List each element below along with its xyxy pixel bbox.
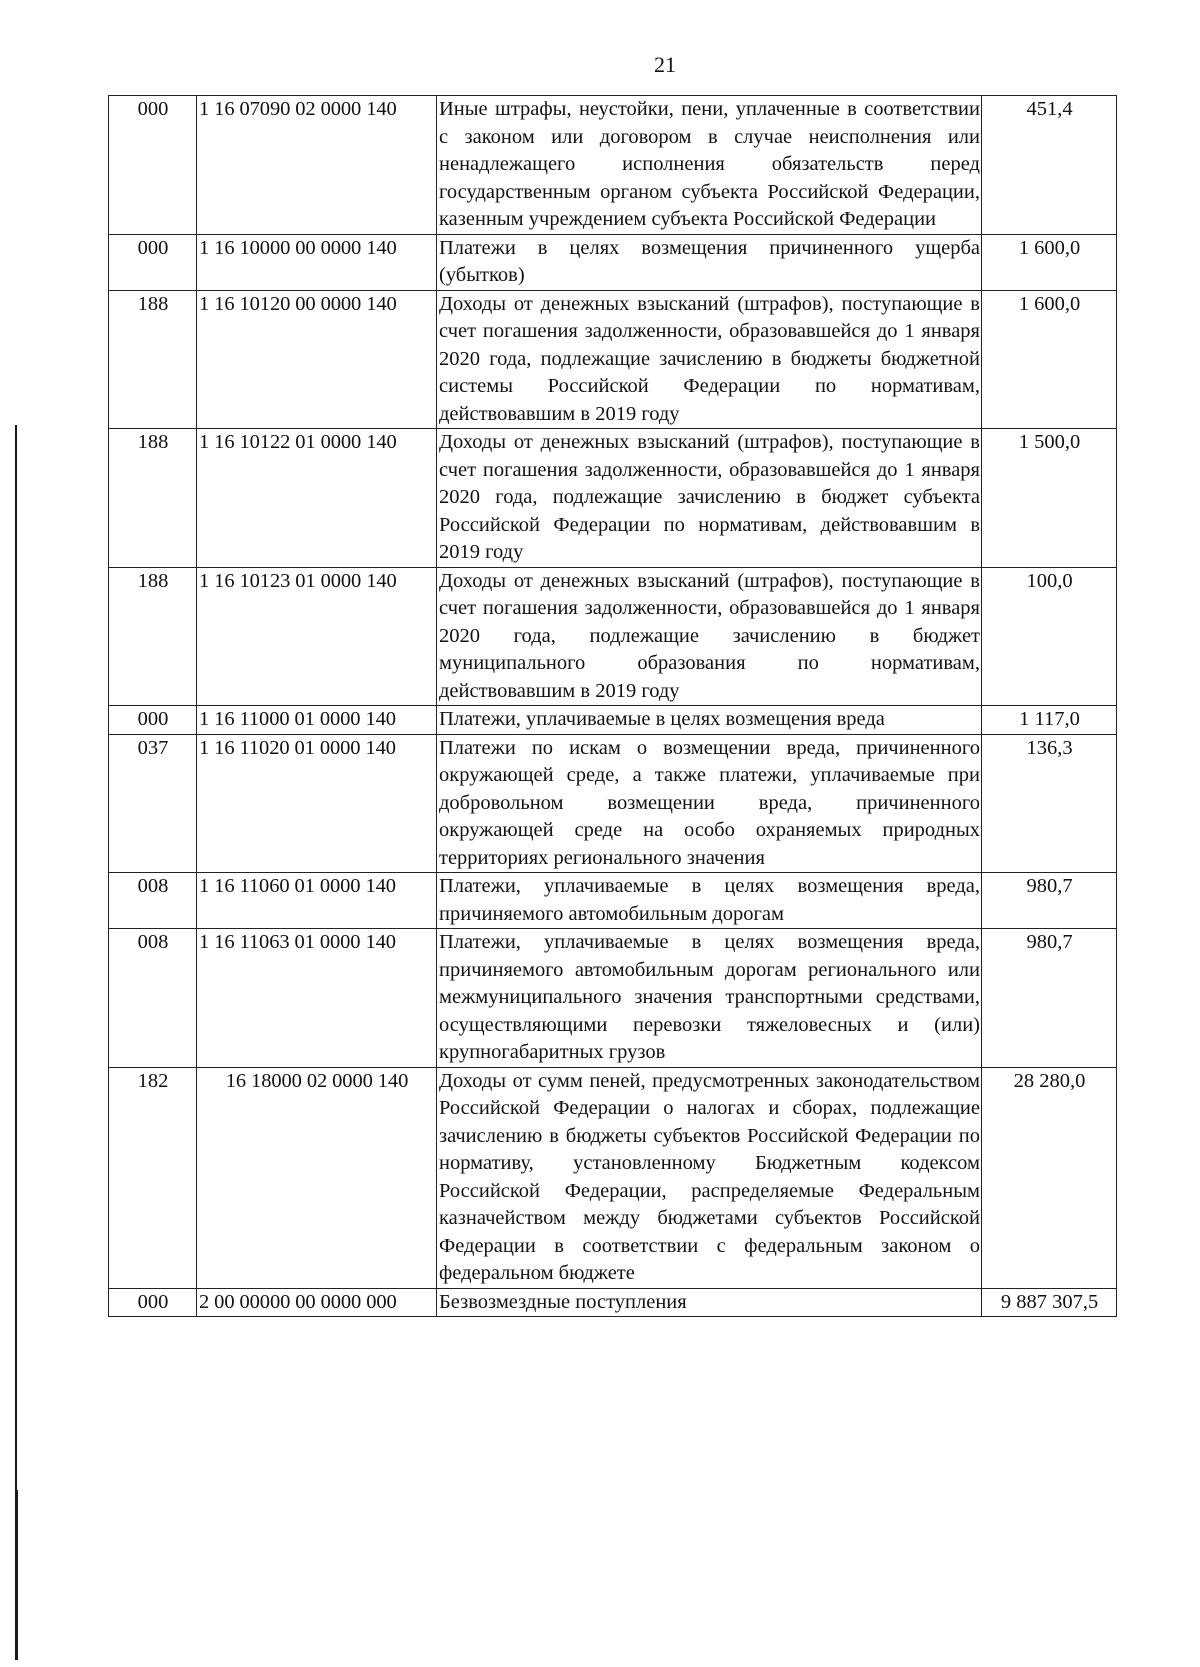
- budget-code-cell: 1 16 11063 01 0000 140: [197, 929, 437, 1068]
- table-row: [109, 706, 1117, 735]
- table-row: [109, 96, 1117, 235]
- amount-cell: 1 117,0: [982, 706, 1117, 735]
- budget-code-cell: 1 16 10122 01 0000 140: [197, 429, 437, 568]
- page-number: 21: [654, 52, 676, 77]
- table-row: [109, 290, 1117, 429]
- budget-code-cell: 1 16 10000 00 0000 140: [197, 234, 437, 290]
- admin-code-cell: 000: [109, 706, 197, 735]
- amount-cell: 9 887 307,5: [982, 1288, 1117, 1317]
- table-row: [109, 1288, 1117, 1317]
- income-name-cell: Платежи, уплачиваемые в целях возмещения вреда: [437, 706, 982, 735]
- revenue-table: [108, 95, 1117, 1317]
- income-name-cell: Доходы от денежных взысканий (штрафов), поступающие в счет погашения задолженности, образовавшейся до 1 января 2020 года, подлежащие зачислению в бюджет муниципального образования по нормативам, действовавшим в 2019 году: [437, 567, 982, 706]
- income-name-cell: Платежи в целях возмещения причиненного ущерба (убытков): [437, 234, 982, 290]
- amount-cell: 1 500,0: [982, 429, 1117, 568]
- budget-code-cell: 16 18000 02 0000 140: [197, 1067, 437, 1288]
- admin-code-cell: 008: [109, 929, 197, 1068]
- table-row: [109, 873, 1117, 929]
- income-name-cell: Доходы от денежных взысканий (штрафов), поступающие в счет погашения задолженности, образовавшейся до 1 января 2020 года, подлежащие зачислению в бюджет субъекта Российской Федерации по нормативам, действовавшим в 2019 году: [437, 429, 982, 568]
- binding-margin-line: [15, 1490, 18, 1660]
- admin-code-cell: 188: [109, 290, 197, 429]
- table-row: [109, 234, 1117, 290]
- table-row: [109, 1067, 1117, 1288]
- budget-code-cell: 2 00 00000 00 0000 000: [197, 1288, 437, 1317]
- income-name-cell: Платежи по искам о возмещении вреда, причиненного окружающей среде, а также платежи, уплачиваемые при добровольном возмещении вреда, причиненного окружающей среде на особо охраняемых природных территориях регионального значения: [437, 734, 982, 873]
- budget-code-cell: 1 16 10123 01 0000 140: [197, 567, 437, 706]
- table-row: [109, 429, 1117, 568]
- amount-cell: 1 600,0: [982, 290, 1117, 429]
- income-name-cell: Доходы от денежных взысканий (штрафов), поступающие в счет погашения задолженности, образовавшейся до 1 января 2020 года, подлежащие зачислению в бюджеты бюджетной системы Российской Федерации по нормативам, действовавшим в 2019 году: [437, 290, 982, 429]
- admin-code-cell: 182: [109, 1067, 197, 1288]
- amount-cell: 1 600,0: [982, 234, 1117, 290]
- amount-cell: 980,7: [982, 929, 1117, 1068]
- budget-code-cell: 1 16 07090 02 0000 140: [197, 96, 437, 235]
- income-name-cell: Безвозмездные поступления: [437, 1288, 982, 1317]
- budget-code-cell: 1 16 11060 01 0000 140: [197, 873, 437, 929]
- admin-code-cell: 000: [109, 1288, 197, 1317]
- budget-code-cell: 1 16 11000 01 0000 140: [197, 706, 437, 735]
- income-name-cell: Платежи, уплачиваемые в целях возмещения вреда, причиняемого автомобильным дорогам: [437, 873, 982, 929]
- amount-cell: 980,7: [982, 873, 1117, 929]
- amount-cell: 100,0: [982, 567, 1117, 706]
- table-row: [109, 734, 1117, 873]
- admin-code-cell: 000: [109, 234, 197, 290]
- table-row: [109, 929, 1117, 1068]
- income-name-cell: Платежи, уплачиваемые в целях возмещения вреда, причиняемого автомобильным дорогам регионального или межмуниципального значения транспортными средствами, осуществляющими перевозки тяжеловесных и (или) крупногабаритных грузов: [437, 929, 982, 1068]
- admin-code-cell: 037: [109, 734, 197, 873]
- amount-cell: 451,4: [982, 96, 1117, 235]
- binding-margin-line: [15, 425, 17, 1490]
- table-row: [109, 567, 1117, 706]
- amount-cell: 136,3: [982, 734, 1117, 873]
- budget-code-cell: 1 16 10120 00 0000 140: [197, 290, 437, 429]
- admin-code-cell: 188: [109, 429, 197, 568]
- admin-code-cell: 000: [109, 96, 197, 235]
- budget-code-cell: 1 16 11020 01 0000 140: [197, 734, 437, 873]
- amount-cell: 28 280,0: [982, 1067, 1117, 1288]
- income-name-cell: Доходы от сумм пеней, предусмотренных законодательством Российской Федерации о налогах и сборах, подлежащие зачислению в бюджеты субъектов Российской Федерации по нормативу, установленному Бюджетным кодексом Российской Федерации, распределяемые Федеральным казначейством между бюджетами субъектов Российской Федерации в соответствии с федеральным законом о федеральном бюджете: [437, 1067, 982, 1288]
- admin-code-cell: 188: [109, 567, 197, 706]
- admin-code-cell: 008: [109, 873, 197, 929]
- income-name-cell: Иные штрафы, неустойки, пени, уплаченные в соответствии с законом или договором в случае неисполнения или ненадлежащего исполнения обязательств перед государственным органом субъекта Российской Федерации, казенным учреждением субъекта Российской Федерации: [437, 96, 982, 235]
